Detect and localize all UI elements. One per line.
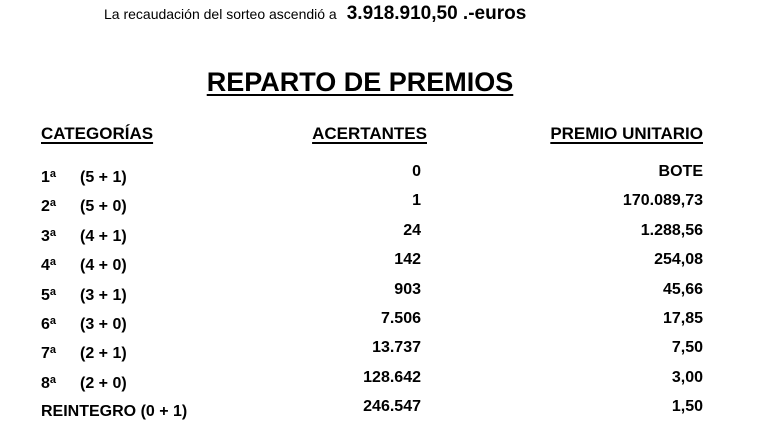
category-cell (41, 197, 127, 216)
acertantes-cell: 128.642 (363, 368, 421, 386)
acertantes-cell: 246.547 (363, 398, 421, 416)
category-combo: (5 + 0) (80, 198, 127, 216)
reintegro-label: REINTEGRO (0 + 1) (41, 403, 188, 421)
acertantes-cell: 0 (412, 163, 421, 180)
category-ordinal: a (49, 373, 57, 386)
premio-cell: BOTE (658, 163, 703, 180)
table-row (0, 337, 760, 366)
category-cell (41, 374, 127, 393)
category-cell (41, 315, 127, 334)
category-cell (41, 286, 127, 305)
premio-cell: 17,85 (662, 309, 703, 327)
premio-cell: 170.089,73 (622, 192, 703, 210)
category-ordinal: a (49, 226, 57, 239)
category-number: 7 (41, 345, 50, 363)
table-row (0, 367, 760, 396)
category-combo: (3 + 1) (80, 286, 127, 304)
acertantes-cell: 7.506 (380, 309, 421, 327)
table-row (0, 161, 760, 190)
category-ordinal: a (49, 344, 57, 357)
category-number: 8 (41, 374, 50, 392)
reintegro-row (0, 396, 760, 425)
header-categorias: CATEGORÍAS (41, 124, 154, 143)
category-number: 4 (41, 257, 50, 275)
premio-cell: 254,08 (654, 251, 703, 269)
prize-table (0, 161, 760, 426)
table-row (0, 190, 760, 219)
acertantes-cell: 142 (394, 251, 421, 269)
category-cell (41, 168, 127, 187)
page-title: REPARTO DE PREMIOS (206, 67, 514, 97)
acertantes-cell: 24 (403, 221, 421, 239)
category-combo: (2 + 0) (80, 374, 127, 392)
acertantes-cell: 13.737 (372, 339, 421, 357)
category-number: 3 (41, 227, 50, 245)
premio-cell: 45,66 (662, 280, 703, 298)
category-combo: (4 + 1) (80, 227, 127, 245)
recaudacion-line (104, 2, 526, 27)
category-number: 5 (41, 286, 50, 304)
header-acertantes: ACERTANTES (312, 124, 427, 143)
category-cell (41, 344, 127, 363)
category-number: 1 (41, 169, 50, 186)
category-ordinal: a (49, 285, 57, 298)
table-row (0, 279, 760, 308)
premio-cell: 1,50 (671, 398, 703, 416)
category-combo: (2 + 1) (80, 345, 127, 363)
recaudacion-amount: 3.918.910,50 .-euros (346, 3, 527, 24)
category-combo: (4 + 0) (80, 257, 127, 275)
recaudacion-label: La recaudación del sorteo ascendió a (104, 6, 337, 22)
premio-cell: 1.288,56 (640, 221, 703, 239)
table-row (0, 249, 760, 278)
category-ordinal: a (49, 168, 57, 180)
category-cell (41, 256, 127, 275)
premio-cell: 7,50 (671, 339, 703, 357)
table-row (0, 220, 760, 249)
premio-cell: 3,00 (671, 368, 703, 386)
acertantes-cell: 903 (394, 280, 421, 298)
category-combo: (5 + 1) (80, 169, 127, 186)
category-ordinal: a (49, 314, 57, 327)
table-row (0, 308, 760, 337)
acertantes-cell: 1 (412, 192, 421, 210)
category-ordinal: a (49, 256, 57, 269)
header-premio-unitario: PREMIO UNITARIO (550, 124, 703, 143)
category-cell (41, 227, 127, 246)
category-number: 2 (41, 198, 50, 216)
category-ordinal: a (49, 197, 57, 210)
category-combo: (3 + 0) (80, 315, 127, 333)
category-number: 6 (41, 315, 50, 333)
